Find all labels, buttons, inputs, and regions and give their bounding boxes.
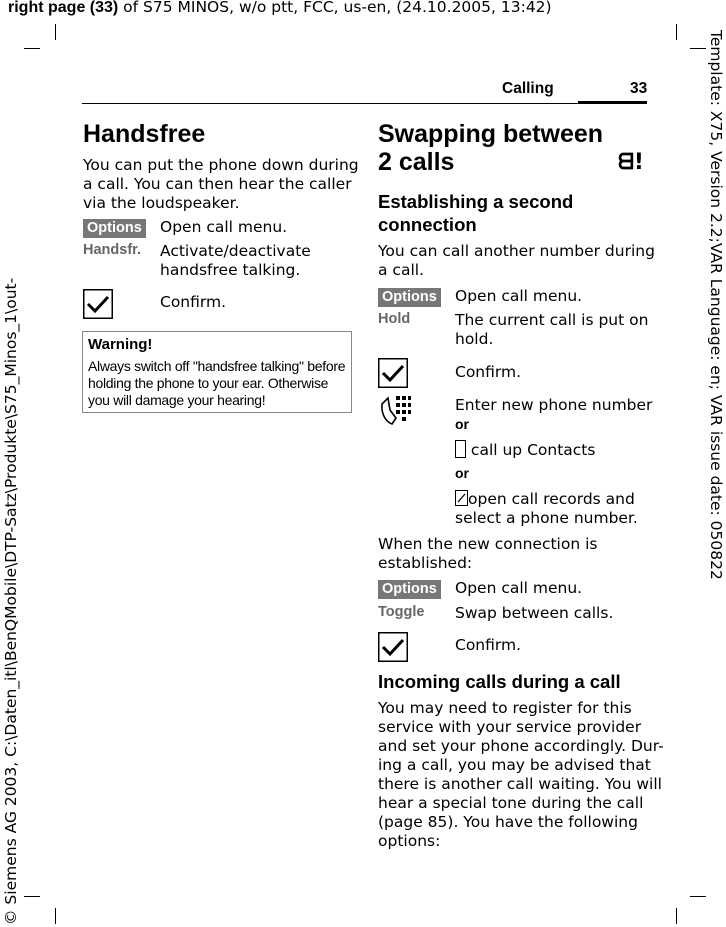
row-desc: Open call menu. bbox=[455, 287, 583, 305]
hold-key: Hold bbox=[378, 311, 411, 327]
crop-mark bbox=[55, 908, 56, 924]
options-softkey: Options bbox=[378, 578, 441, 599]
row-desc: Confirm. bbox=[160, 293, 227, 311]
incoming-calls-body: You may need to register for this service with your service provider and set your phone accordingly. Dur- ing a call, you may be advised that there is another call waiting. You will hear a special tone during the call (page 85). You have the following options: bbox=[378, 699, 664, 850]
established-text: When the new connection is established: bbox=[378, 535, 598, 572]
crop-mark bbox=[24, 48, 40, 49]
options-softkey: Options bbox=[378, 286, 441, 307]
template-info: Template: X75, Version 2.2;VAR Language: en; VAR issue date: 050822 bbox=[707, 30, 725, 580]
warning-title: Warning! bbox=[88, 336, 153, 353]
incoming-calls-title: Incoming calls during a call bbox=[378, 671, 621, 692]
row-desc: Confirm. bbox=[455, 363, 522, 381]
crop-mark bbox=[690, 896, 706, 897]
contacts-desc: call up Contacts bbox=[455, 440, 595, 460]
copyright-path: © Siemens AG 2003, C:\Daten_itl\BenQMobile\DTP-Satz\Produkte\S75_Minos_1\out- bbox=[2, 277, 20, 925]
crop-mark bbox=[24, 896, 40, 897]
check-icon bbox=[83, 289, 113, 319]
header-rule bbox=[82, 103, 647, 104]
network-service-icon: ᗺ! bbox=[618, 150, 644, 175]
section-intro: You can call another number during a call. bbox=[378, 242, 655, 279]
or-label: or bbox=[455, 416, 469, 432]
contacts-key-icon bbox=[455, 440, 466, 458]
crop-mark bbox=[690, 48, 706, 49]
warning-text: Always switch off "handsfree talking" before holding the phone to your ear. Otherwise you will damage your hearing! bbox=[88, 358, 346, 408]
check-icon bbox=[378, 632, 408, 662]
row-desc: Swap between calls. bbox=[455, 604, 614, 622]
section-title: Establishing a second connection bbox=[378, 191, 574, 235]
swapping-heading: Swapping between 2 calls bbox=[378, 120, 604, 176]
toggle-key: Toggle bbox=[378, 604, 425, 620]
keypad-icon bbox=[378, 394, 412, 428]
header-rule-thick bbox=[578, 101, 647, 104]
check-icon bbox=[378, 358, 408, 388]
crop-mark bbox=[55, 24, 56, 40]
handsfr-key: Handsfr. bbox=[83, 242, 142, 258]
call-records-desc: open call records and select a phone number. bbox=[455, 490, 638, 527]
crop-mark bbox=[676, 908, 677, 924]
row-desc: The current call is put on hold. bbox=[455, 311, 649, 348]
call-key-icon bbox=[455, 490, 468, 506]
row-desc: Open call menu. bbox=[160, 218, 288, 236]
handsfree-intro: You can put the phone down during a call. You can then hear the caller via the loudspeaker. bbox=[83, 156, 359, 212]
print-info: right page (33) of S75 MINOS, w/o ptt, FCC, us-en, (24.10.2005, 13:42) bbox=[8, 0, 552, 16]
keypad-desc: Enter new phone number bbox=[455, 396, 653, 414]
running-header-title: Calling bbox=[502, 80, 554, 97]
row-desc: Activate/deactivate handsfree talking. bbox=[160, 242, 311, 279]
or-label: or bbox=[455, 465, 469, 481]
crop-mark bbox=[676, 24, 677, 40]
row-desc: Open call menu. bbox=[455, 579, 583, 597]
handsfree-heading: Handsfree bbox=[83, 120, 206, 148]
options-softkey: Options bbox=[83, 217, 146, 238]
row-desc: Confirm. bbox=[455, 636, 522, 654]
page-number: 33 bbox=[630, 80, 648, 97]
